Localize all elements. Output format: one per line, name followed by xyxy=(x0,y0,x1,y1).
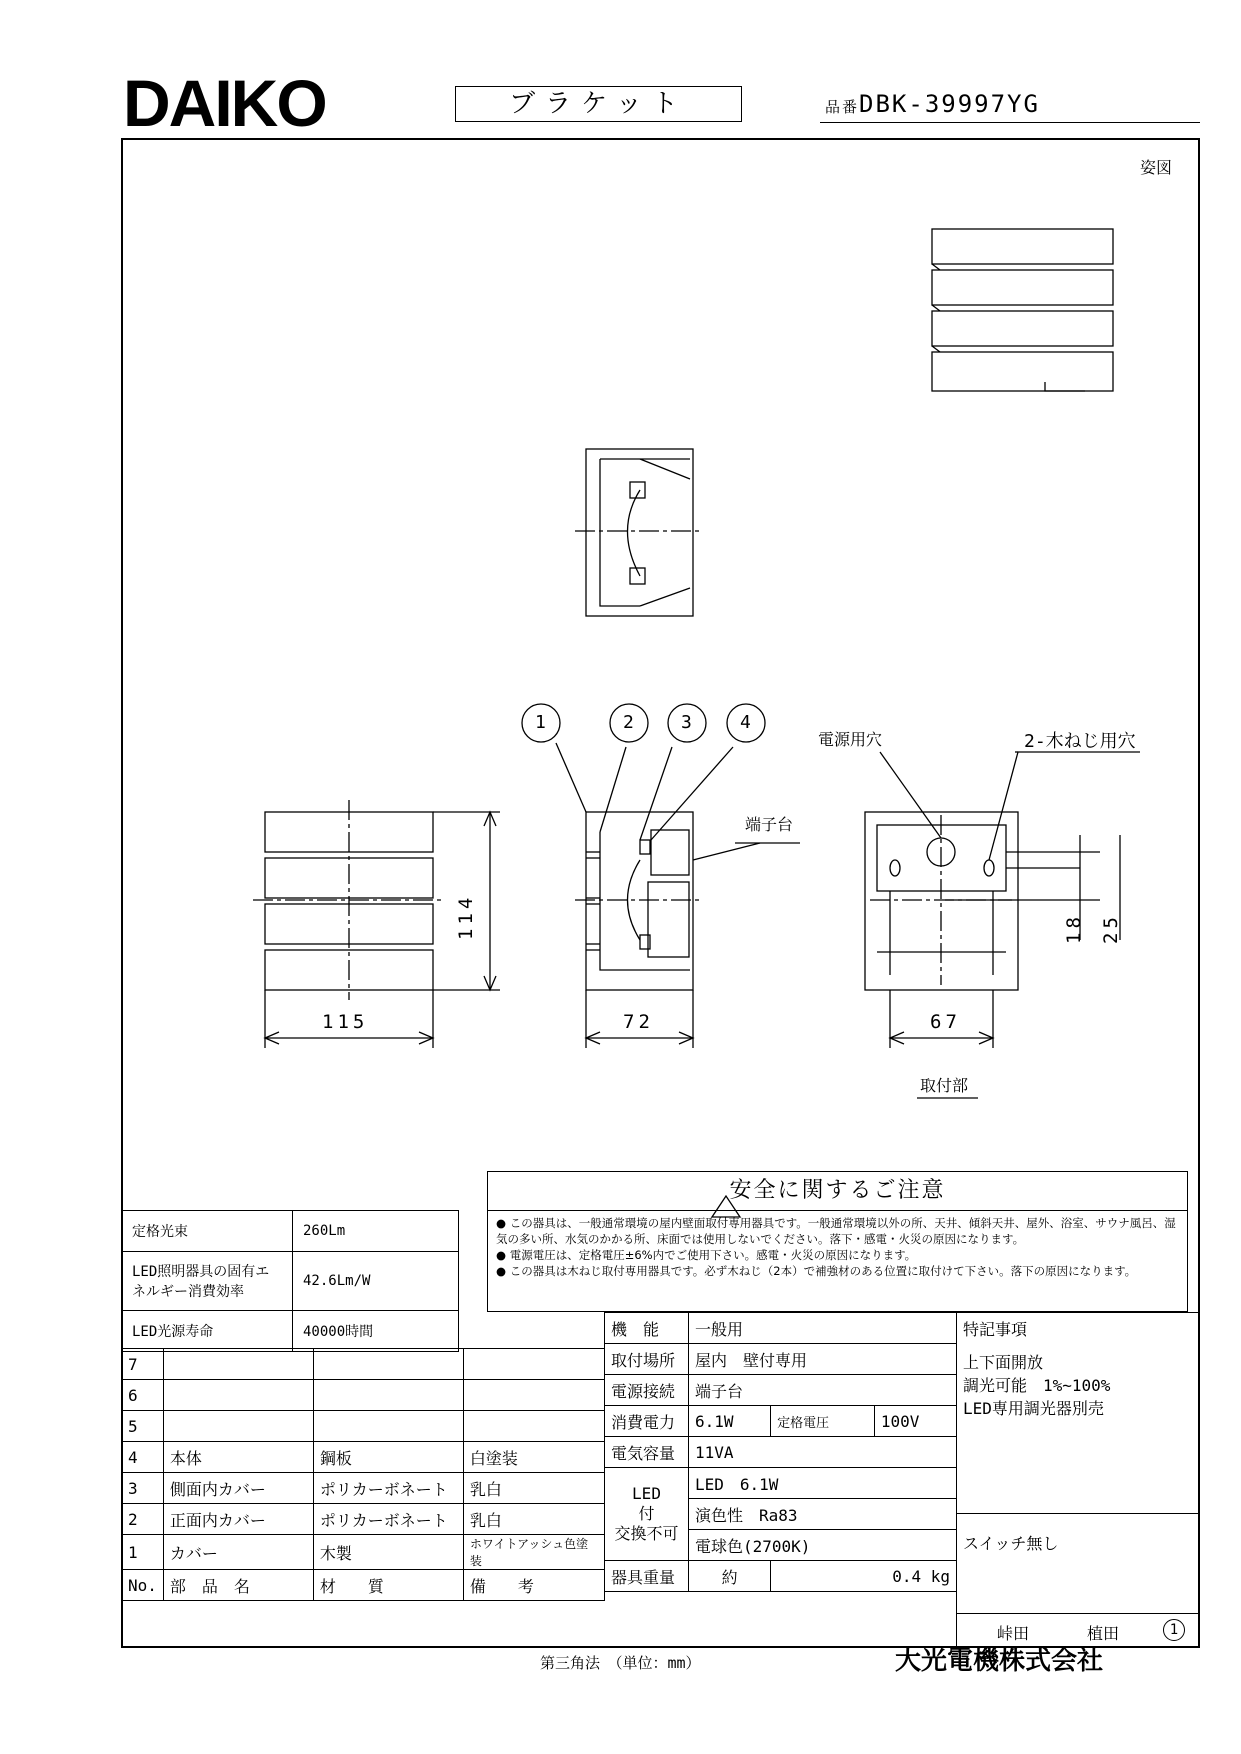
perspective-view xyxy=(932,229,1113,391)
signature: 峠田 xyxy=(997,1624,1030,1643)
spec-label: 定格光束 xyxy=(122,1211,293,1252)
callout-3: 3 xyxy=(681,712,692,733)
spec-value: 42.6Lm/W xyxy=(293,1252,459,1311)
safety-item: ● 電源電圧は、定格電圧±6%内でご使用下さい。感電・火災の原因になります。 xyxy=(496,1248,917,1262)
spec-label: LED光源寿命 xyxy=(122,1311,293,1352)
table-header: No. 部 品 名 材 質 備 考 xyxy=(122,1570,605,1601)
callout-2: 2 xyxy=(623,712,634,733)
spec-table xyxy=(121,1210,459,1352)
notes-line: 上下面開放 xyxy=(963,1353,1044,1372)
safety-item: ● この器具は、一般通常環境の屋内壁面取付専用器具です。一般通常環境以外の所、天井、傾斜天井、屋外、浴室、サウナ風呂、湿気の多い所、水気のかかる所、床面では使用しないでください。落下・感電・火災の原因になります。 xyxy=(496,1216,1176,1246)
callout-4: 4 xyxy=(740,712,751,733)
table-row: 1 カバー 木製 ホワイトアッシュ色塗装 xyxy=(122,1535,605,1570)
company-name: 大光電機株式会社 xyxy=(895,1646,1104,1676)
dim-18: 18 xyxy=(1063,913,1085,944)
daiko-logo: DAIKO xyxy=(123,66,326,140)
power-hole-label: 電源用穴 xyxy=(818,730,883,749)
spec-label: LED照明器具の固有エネルギー消費効率 xyxy=(122,1252,293,1311)
dim-25: 25 xyxy=(1100,913,1122,944)
mount-label: 取付部 xyxy=(920,1076,969,1095)
table-row: 6 xyxy=(122,1380,605,1411)
dim-mount-width: 67 xyxy=(930,1011,961,1033)
dim-height: 114 xyxy=(455,893,477,940)
notes-line: LED専用調光器別売 xyxy=(963,1399,1104,1418)
spec-value: 40000時間 xyxy=(293,1311,459,1352)
dim-depth: 72 xyxy=(623,1011,654,1033)
table-row: 5 xyxy=(122,1411,605,1442)
revision-number: 1 xyxy=(1163,1619,1185,1641)
side-view xyxy=(556,743,800,1048)
dim-width: 115 xyxy=(322,1011,369,1033)
safety-item: ● この器具は木ねじ取付専用器具です。必ず木ねじ（2本）で補強材のある位置に取付けて下さい。落下の原因になります。 xyxy=(496,1264,1137,1278)
screw-hole-label: 2-木ねじ用穴 xyxy=(1024,731,1136,752)
notes-title: 特記事項 xyxy=(963,1320,1028,1339)
mount-view xyxy=(865,752,1140,1098)
notes-box xyxy=(956,1312,1200,1648)
signature: 植田 xyxy=(1087,1624,1120,1643)
properties-table: 機 能 一般用 取付場所 屋内 壁付専用 電源接続 端子台 消費電力 6.1W 定格電圧 100V 電気容量 11VA LED 付 交換不可 LED 6.1W 演色性 Ra83 電球色(2700K) 器具重量 約 0.4 kg xyxy=(604,1312,957,1592)
spec-value: 260Lm xyxy=(293,1211,459,1252)
parts-table xyxy=(121,1348,605,1601)
projection-method: 第三角法 （単位：mm） xyxy=(540,1654,701,1672)
top-view xyxy=(575,449,700,616)
table-row: 2 正面内カバー ポリカーボネート 乳白 xyxy=(122,1504,605,1535)
notes-line: スイッチ無し xyxy=(963,1534,1059,1553)
table-row: 7 xyxy=(122,1349,605,1380)
product-type: ブラケット xyxy=(455,86,742,122)
notes-line: 調光可能 1%~100% xyxy=(963,1376,1111,1395)
table-row: 4 本体 鋼板 白塗装 xyxy=(122,1442,605,1473)
safety-title: 安全に関するご注意 xyxy=(488,1172,1187,1211)
callout-1: 1 xyxy=(535,712,546,733)
view-label: 姿図 xyxy=(1140,158,1173,177)
part-number: 品番DBK-39997YG xyxy=(825,90,1040,118)
terminal-label: 端子台 xyxy=(745,815,794,834)
safety-notice xyxy=(487,1171,1188,1312)
table-row: 3 側面内カバー ポリカーボネート 乳白 xyxy=(122,1473,605,1504)
